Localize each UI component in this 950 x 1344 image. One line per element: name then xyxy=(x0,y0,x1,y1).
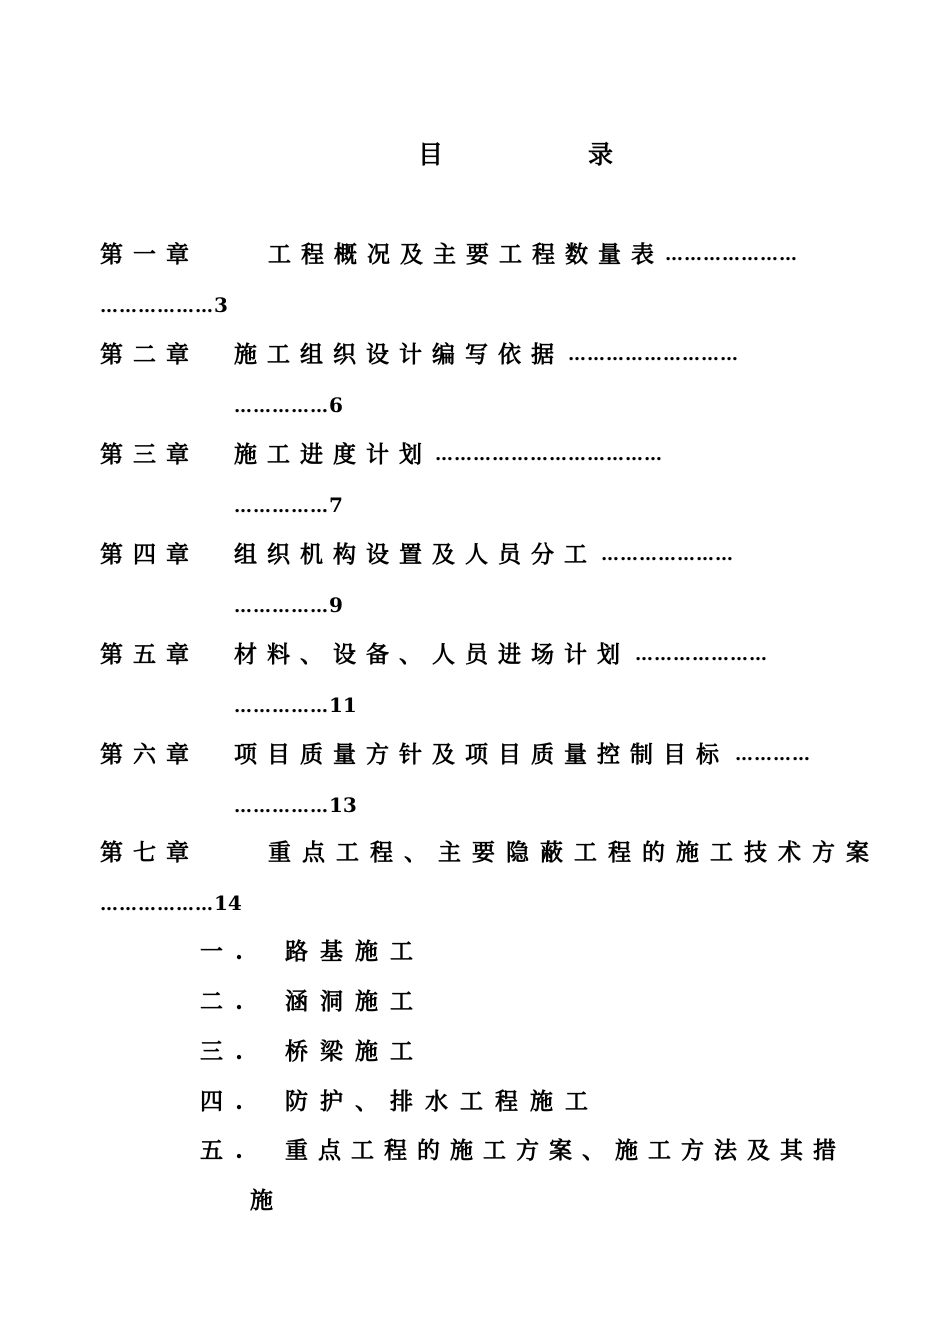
toc-page-number: 9 xyxy=(329,593,343,617)
toc-page-number: 3 xyxy=(214,293,228,317)
toc-leader-dots: ………………… xyxy=(665,244,798,265)
toc-section-2-title: 涵洞施工 xyxy=(285,988,425,1015)
toc-page-number: 11 xyxy=(329,693,357,717)
toc-section-1-title: 路基施工 xyxy=(285,938,425,965)
toc-section-3-number: 三. xyxy=(200,1038,256,1065)
toc-chapter-6-title: 项目质量方针及项目质量控制目标 xyxy=(234,741,729,768)
toc-leader-dots: …………… xyxy=(234,796,329,817)
toc-chapter-3-label: 第三章 xyxy=(100,441,199,468)
toc-leader-dots: ……………… xyxy=(100,894,214,915)
toc-chapter-4-label: 第四章 xyxy=(100,541,199,568)
toc-section-3-title: 桥梁施工 xyxy=(285,1038,425,1065)
toc-leader-dots: …………… xyxy=(234,396,329,417)
toc-chapter-6-label: 第六章 xyxy=(100,741,199,768)
toc-section-2-number: 二. xyxy=(200,988,256,1015)
toc-page-number: 14 xyxy=(214,891,242,915)
toc-section-5-number: 五. xyxy=(200,1137,256,1164)
toc-leader-dots: ……………… xyxy=(100,296,214,317)
toc-chapter-3-title: 施工进度计划 xyxy=(234,441,432,468)
toc-section-5-continuation: 施 xyxy=(250,1187,283,1214)
toc-chapter-2-continuation xyxy=(234,390,343,422)
toc-chapter-4-continuation xyxy=(234,590,343,622)
toc-chapter-6-continuation xyxy=(234,790,357,822)
toc-page-number: 7 xyxy=(329,493,343,517)
toc-chapter-2-title: 施工组织设计编写依据 xyxy=(234,341,564,368)
toc-page-number: 6 xyxy=(329,393,343,417)
toc-leader-dots: ……………………………… xyxy=(435,444,663,465)
toc-chapter-1-label: 第一章 xyxy=(100,241,199,268)
toc-section-5-title: 重点工程的施工方案、施工方法及其措 xyxy=(285,1137,846,1164)
toc-leader-dots: ………………… xyxy=(601,544,734,565)
toc-chapter-2-label: 第二章 xyxy=(100,341,199,368)
toc-section-4-title: 防护、排水工程施工 xyxy=(285,1088,600,1115)
toc-leader-dots: ………………… xyxy=(635,644,768,665)
page-title: 目 录 xyxy=(418,140,674,169)
toc-page-number: 13 xyxy=(329,793,357,817)
toc-chapter-4-title: 组织机构设置及人员分工 xyxy=(234,541,597,568)
toc-leader-dots: …………… xyxy=(234,496,329,517)
toc-chapter-7-label: 第七章 xyxy=(100,839,199,866)
toc-chapter-5-title: 材料、设备、人员进场计划 xyxy=(234,641,630,668)
toc-section-4-number: 四. xyxy=(200,1088,256,1115)
toc-leader-dots: ………… xyxy=(735,744,811,765)
toc-leader-dots: …………… xyxy=(234,596,329,617)
toc-leader-dots: …………… xyxy=(234,696,329,717)
toc-section-1-number: 一. xyxy=(200,938,256,965)
toc-chapter-7-title: 重点工程、主要隐蔽工程的施工技术方案 xyxy=(268,839,880,866)
toc-chapter-5-label: 第五章 xyxy=(100,641,199,668)
toc-chapter-3-continuation xyxy=(234,490,343,522)
toc-chapter-1-continuation xyxy=(100,290,228,322)
toc-chapter-5-continuation xyxy=(234,690,357,722)
toc-leader-dots: ……………………… xyxy=(568,344,739,365)
toc-chapter-7-continuation xyxy=(100,888,242,920)
toc-chapter-1-title: 工程概况及主要工程数量表 xyxy=(268,241,664,268)
